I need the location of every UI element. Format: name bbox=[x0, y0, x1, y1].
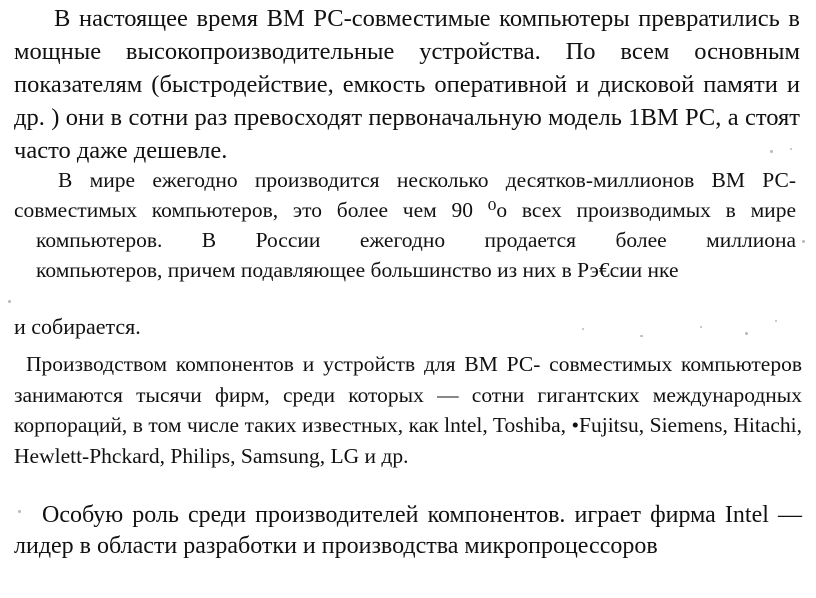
scan-speck bbox=[18, 510, 21, 513]
scan-speck bbox=[770, 150, 773, 153]
paragraph-2-line-3: компьютеров. В России ежегодно продается более миллиона bbox=[36, 228, 796, 252]
scan-speck bbox=[8, 300, 11, 303]
scan-speck bbox=[775, 320, 777, 322]
scan-speck bbox=[790, 148, 792, 150]
paragraph-2-line-2: совместимых компьютеров, это более чем 90 ⁰о всех производимых в мире bbox=[14, 198, 796, 222]
scan-speck bbox=[745, 332, 748, 335]
scan-speck bbox=[700, 326, 702, 328]
paragraph-1: В настоящее время ВМ РС-совместимые компьютеры превратились в мощные высокопроизводительные устройства. По всем основным показателям (быстродействие, емкость оперативной и дисковой памяти и др. ) они в сотни раз превосходят первоначальную модель 1ВМ РС, а стоят часто даже дешевле. bbox=[14, 5, 800, 164]
paragraph-5: Особую роль среди производителей компонентов. играет фирма Intel — лидер в области разработки и производства микропроцессоров bbox=[14, 502, 802, 559]
paragraph-3: и собирается. bbox=[14, 314, 141, 339]
scan-speck bbox=[582, 328, 584, 330]
scan-speck bbox=[802, 240, 805, 243]
paragraph-2-line-1: В мире ежегодно производится несколько десятков-миллионов ВМ РС- bbox=[58, 168, 796, 192]
paragraph-2-line-4: компьютеров, причем подавляющее большинство из них в Рэ€сии нке bbox=[36, 258, 679, 282]
paragraph-2 bbox=[14, 165, 796, 285]
scan-speck bbox=[640, 335, 643, 337]
paragraph-4: Производством компонентов и устройств для ВМ РС- совместимых компьютеров занимаются тысячи фирм, среди которых — сотни гигантских международных корпораций, в том числе таких известных, как lntel, Toshiba, •Fujitsu, Siemens, Hitachi, Hewlett-Phckard, Philips, Samsung, LG и др. bbox=[14, 352, 802, 468]
